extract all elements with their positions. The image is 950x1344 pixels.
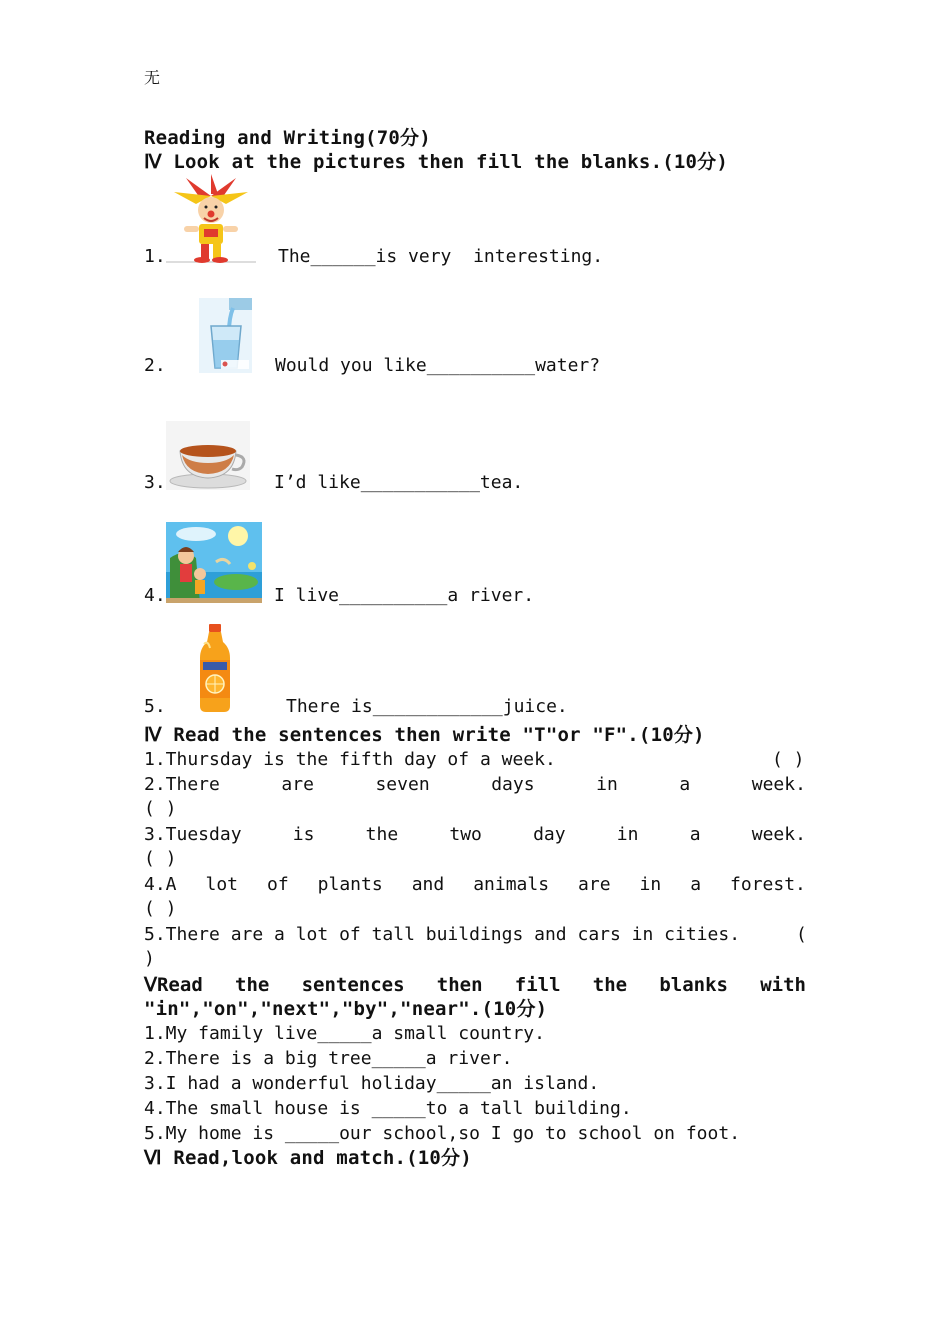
- word: of: [267, 874, 289, 895]
- item-4-number: 4.: [144, 585, 166, 606]
- item-5-text: There is____________juice.: [286, 696, 568, 717]
- word: the: [592, 974, 628, 996]
- children-by-river-icon: [166, 522, 262, 603]
- tf-item-2: [144, 773, 806, 797]
- word: with: [760, 974, 806, 996]
- word: fill: [514, 974, 561, 996]
- tf-item-3-mark: ( ): [144, 848, 177, 869]
- tf-item-2-mark: ( ): [144, 798, 177, 819]
- tf-item-4-mark: ( ): [144, 898, 177, 919]
- word: in: [639, 874, 662, 895]
- section-5-title-line1: [144, 973, 806, 997]
- tf-item-5: 5.There are a lot of tall buildings and cars in cities.: [144, 924, 741, 945]
- word: days: [491, 774, 535, 795]
- tf-item-4: [144, 873, 806, 897]
- section-6-title: Ⅵ Read,look and match.(10分): [144, 1147, 472, 1169]
- word: a: [679, 774, 691, 795]
- word: 4.A: [144, 874, 177, 895]
- fill-item-2: 2.There is a big tree_____a river.: [144, 1048, 513, 1069]
- section-4-title: Ⅳ Look at the pictures then fill the blanks.(10分): [144, 151, 728, 173]
- tf-item-1-mark: ( ): [772, 749, 805, 770]
- header-mark: 无: [144, 68, 161, 87]
- word: in: [596, 774, 618, 795]
- word: week.: [751, 824, 806, 845]
- word: two: [449, 824, 482, 845]
- cup-of-tea-icon: [166, 421, 250, 490]
- clown-icon: [166, 174, 256, 264]
- section-5-title-line2: "in","on","next","by","near".(10分): [144, 998, 548, 1020]
- fill-item-3: 3.I had a wonderful holiday_____an island.: [144, 1073, 600, 1094]
- item-1-number: 1.: [144, 246, 166, 267]
- tf-item-5-mark-open: (: [796, 924, 807, 945]
- word: plants: [317, 874, 383, 895]
- item-4-text: I live__________a river.: [274, 585, 535, 606]
- word: are: [281, 774, 314, 795]
- tf-item-3: [144, 823, 806, 847]
- word: the: [235, 974, 270, 996]
- word: in: [616, 824, 639, 845]
- word: ⅤRead: [144, 974, 203, 996]
- word: 3.Tuesday: [144, 824, 242, 845]
- tf-item-1: 1.Thursday is the fifth day of a week.: [144, 749, 556, 770]
- word: the: [365, 824, 399, 845]
- item-2-text: Would you like__________water?: [275, 355, 601, 376]
- word: lot: [205, 874, 239, 895]
- item-2-number: 2.: [144, 355, 166, 376]
- fill-item-1: 1.My family live_____a small country.: [144, 1023, 545, 1044]
- glass-of-water-icon: [199, 298, 252, 373]
- word: are: [578, 874, 611, 895]
- fill-item-5: 5.My home is _____our school,so I go to school on foot.: [144, 1123, 741, 1144]
- tf-item-5-mark-close: ): [144, 948, 155, 969]
- item-5-number: 5.: [144, 696, 166, 717]
- word: and: [411, 874, 445, 895]
- word: blanks: [659, 974, 728, 996]
- word: a: [689, 824, 701, 845]
- item-1-text: The______is very interesting.: [278, 246, 604, 267]
- item-3-text: I’d like___________tea.: [274, 472, 524, 493]
- section-4b-title: Ⅳ Read the sentences then write "T"or "F".(10分): [144, 724, 705, 746]
- fill-item-4: 4.The small house is _____to a tall building.: [144, 1098, 632, 1119]
- item-3-number: 3.: [144, 472, 166, 493]
- word: then: [436, 974, 483, 996]
- word: 2.There: [144, 774, 220, 795]
- word: forest.: [730, 874, 806, 895]
- section-title-reading-writing: Reading and Writing(70分): [144, 127, 431, 149]
- word: a: [690, 874, 702, 895]
- word: sentences: [301, 974, 405, 996]
- word: animals: [473, 874, 550, 895]
- word: is: [292, 824, 315, 845]
- juice-bottle-icon: [196, 624, 234, 714]
- word: seven: [375, 774, 430, 795]
- word: week.: [751, 774, 806, 795]
- word: day: [533, 824, 566, 845]
